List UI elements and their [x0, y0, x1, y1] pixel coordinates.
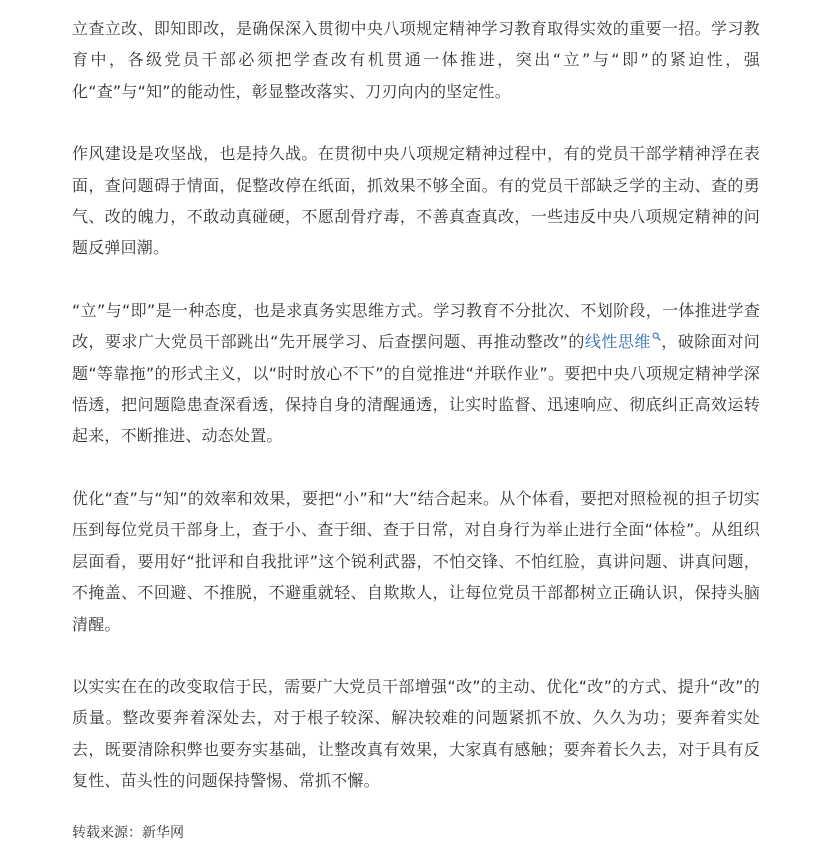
paragraph-2: 作风建设是攻坚战，也是持久战。在贯彻中央八项规定精神过程中，有的党员干部学精神浮在表面，查问题碍于情面，促整改停在纸面，抓效果不够全面。有的党员干部缺乏学的主动、查的勇气、改的魄力，不敢动真碰硬，不愿刮骨疗毒，不善真查真改，一些违反中央八项规定精神的问题反弹回潮。 — [72, 144, 760, 258]
paragraph-5: 以实实在在的改变取信于民，需要广大党员干部增强“改”的主动、优化“改”的方式、提升“改”的质量。整改要奔着深处去，对于根子较深、解决较难的问题紧抓不放、久久为功；要奔着实处去，既要清除积弊也要夯实基础，让整改真有效果，大家真有感触；要奔着长久去，对于具有反复性、苗头性的问题保持警惕、常抓不懈。 — [72, 676, 760, 791]
paragraph-1: 立查立改、即知即改，是确保深入贯彻中央八项规定精神学习教育取得实效的重要一招。学习教育中，各级党员干部必须把学查改有机贯通一体推进，突出“立”与“即”的紧迫性，强化“查”与“知”的能动性，彰显整改落实、刀刃向内的坚定性。 — [72, 19, 760, 101]
paragraph-3-text-after: ，破除面对问题“等靠拖”的形式主义，以“时时放心不下”的自觉推进“并联作业”。要把中央八项规定精神学深悟透，把问题隐患查深看透，保持自身的清醒通透，让实时监督、迅速响应、彻底纠正高效运转起来，不断推进、动态处置。 — [72, 332, 760, 446]
article-body — [72, 13, 760, 828]
paragraph-3-text-before: “立”与“即”是一种态度，也是求真务实思维方式。学习教育不分批次、不划阶段，一体推进学查改，要求广大党员干部跳出“先开展学习、后查摆问题、再推动整改”的 — [72, 300, 760, 352]
search-icon[interactable] — [652, 332, 661, 341]
keyword-link[interactable]: 线性思维 — [584, 332, 651, 352]
paragraph-3 — [72, 295, 760, 452]
source-attribution: 转载来源：新华网 — [72, 825, 184, 841]
paragraph-4: 优化“查”与“知”的效率和效果，要把“小”和“大”结合起来。从个体看，要把对照检视的担子切实压到每位党员干部身上，查于小、查于细、查于日常，对自身行为举止进行全面“体检”。从组织层面看，要用好“批评和自我批评”这个锐利武器，不怕交锋、不怕红脸，真讲问题、讲真问题，不掩盖、不回避、不推脱，不避重就轻、自欺欺人，让每位党员干部都树立正确认识，保持头脑清醒。 — [72, 488, 760, 634]
